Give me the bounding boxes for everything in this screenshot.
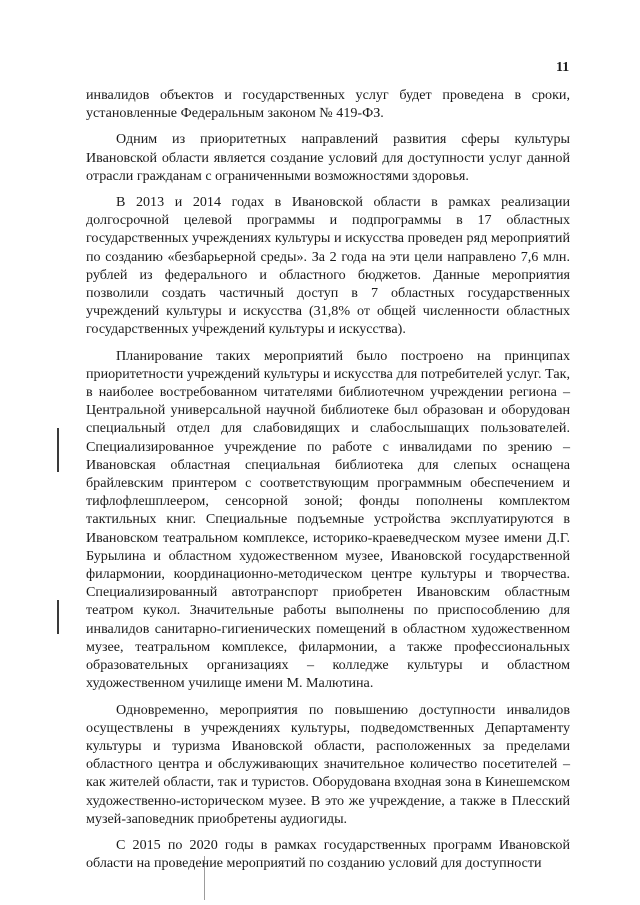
paragraph: Одновременно, мероприятия по повышению доступности инвалидов осуществлены в учреждениях культуры, подведомственных Департаменту культуры и туризма Ивановской области, расположенных за пределами областного центра и обслуживающих значительное количество посетителей – как жителей области, так и туристов. Оборудована входная зона в Кинешемском художественно-историческом музее. В это же учреждение, а также в Плесский музей-заповедник приобретены аудиогиды. <box>86 701 570 827</box>
paragraph: Одним из приоритетных направлений развития сферы культуры Ивановской области является создание условий для доступности услуг данной отрасли гражданам с ограниченными возможностями здоровья. <box>86 131 570 184</box>
page-number: 11 <box>556 60 570 75</box>
paragraph: С 2015 по 2020 годы в рамках государственных программ Ивановской области на проведение мероприятий по созданию условий для доступности <box>86 836 570 872</box>
paragraph: В 2013 и 2014 годах в Ивановской области в рамках реализации долгосрочной целевой программы и подпрограммы в 17 областных государственных учреждениях культуры и искусства проведен ряд мероприятий по созданию «безбарьерной среды». За 2 года на эти цели направлено 7,6 млн. рублей из федерального и областного бюджетов. Данные мероприятия позволили создать частичный доступ в 7 областных государственных учреждений культуры и искусства (31,8% от общей численности областных государственных учреждений культуры и искусства). <box>86 194 570 338</box>
paragraph: инвалидов объектов и государственных услуг будет проведена в сроки, установленные Федеральным законом № 419-ФЗ. <box>86 87 570 122</box>
document-body <box>86 86 570 872</box>
margin-mark <box>57 428 59 472</box>
paragraph: Планирование таких мероприятий было построено на принципах приоритетности учреждений культуры и искусства для потребителей услуг. Так, в наиболее востребованном читателями библиотечном учреждении региона – Центральной универсальной научной библиотеке был образован и оборудован специальный отдел для слабовидящих и слабослышащих пользователей. Специализированное учреждение по работе с инвалидами по зрению – Ивановская областная специальная библиотека для слепых оснащена брайлевским принтером с соответствующим программным обеспечением и тифлофлешплеером, сенсорной зоной; фонды пополнены комплектом тактильных книг. Специальные подъемные устройства эксплуатируются в Ивановском театральном комплексе, историко-краеведческом музее имени Д.Г. Бурылина и областном художественном музее, Ивановской государственной филармонии, координационно-методическом центре культуры и творчества. Специализированный автотранспорт приобретен Ивановским областным театром кукол. Значительные работы выполнены по приспособлению для инвалидов санитарно-гигиенических помещений в областном художественном музее, театральном комплексе, филармонии, а также профессиональных образовательных организациях – колледже культуры и областном художественном училище имени М. Малютина. <box>86 347 570 692</box>
margin-mark <box>57 600 59 634</box>
